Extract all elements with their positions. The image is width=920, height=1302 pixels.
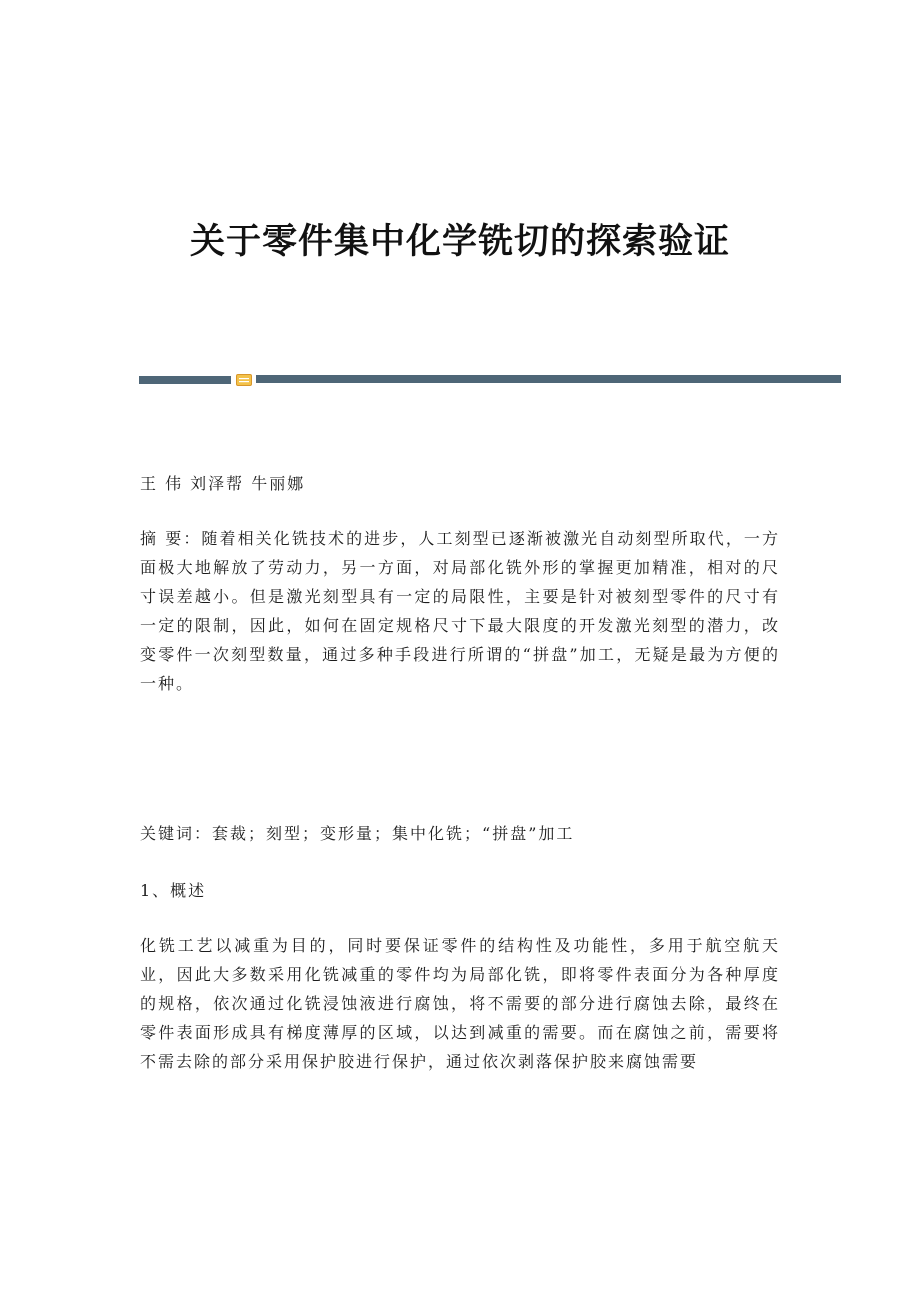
document-icon — [236, 374, 252, 386]
section-heading: 1、概述 — [140, 881, 207, 900]
authors: 王 伟 刘泽帮 牛丽娜 — [140, 474, 306, 493]
keywords-label: 关键词： — [140, 824, 213, 843]
keywords — [140, 819, 780, 848]
title-divider-right — [256, 375, 841, 383]
title-divider-left — [139, 376, 231, 384]
keywords-text: 套裁；刻型；变形量；集中化铣；“拼盘”加工 — [212, 824, 575, 843]
abstract — [140, 524, 780, 698]
paper-title: 关于零件集中化学铣切的探索验证 — [189, 221, 730, 262]
abstract-text: 随着相关化铣技术的进步，人工刻型已逐渐被激光自动刻型所取代，一方面极大地解放了劳动力，另一方面，对局部化铣外形的掌握更加精准，相对的尺寸误差越小。但是激光刻型具有一定的局限性，主要是针对被刻型零件的尺寸有一定的限制，因此，如何在固定规格尺寸下最大限度的开发激光刻型的潜力，改变零件一次刻型数量，通过多种手段进行所谓的“拼盘”加工，无疑是最为方便的一种。 — [140, 529, 780, 693]
abstract-label: 摘 要： — [140, 529, 202, 548]
section-paragraph: 化铣工艺以减重为目的，同时要保证零件的结构性及功能性，多用于航空航天业，因此大多数采用化铣减重的零件均为局部化铣，即将零件表面分为各种厚度的规格，依次通过化铣浸蚀液进行腐蚀，将不需要的部分进行腐蚀去除，最终在零件表面形成具有梯度薄厚的区域，以达到减重的需要。而在腐蚀之前，需要将不需去除的部分采用保护胶进行保护，通过依次剥落保护胶来腐蚀需要 — [140, 936, 780, 1071]
